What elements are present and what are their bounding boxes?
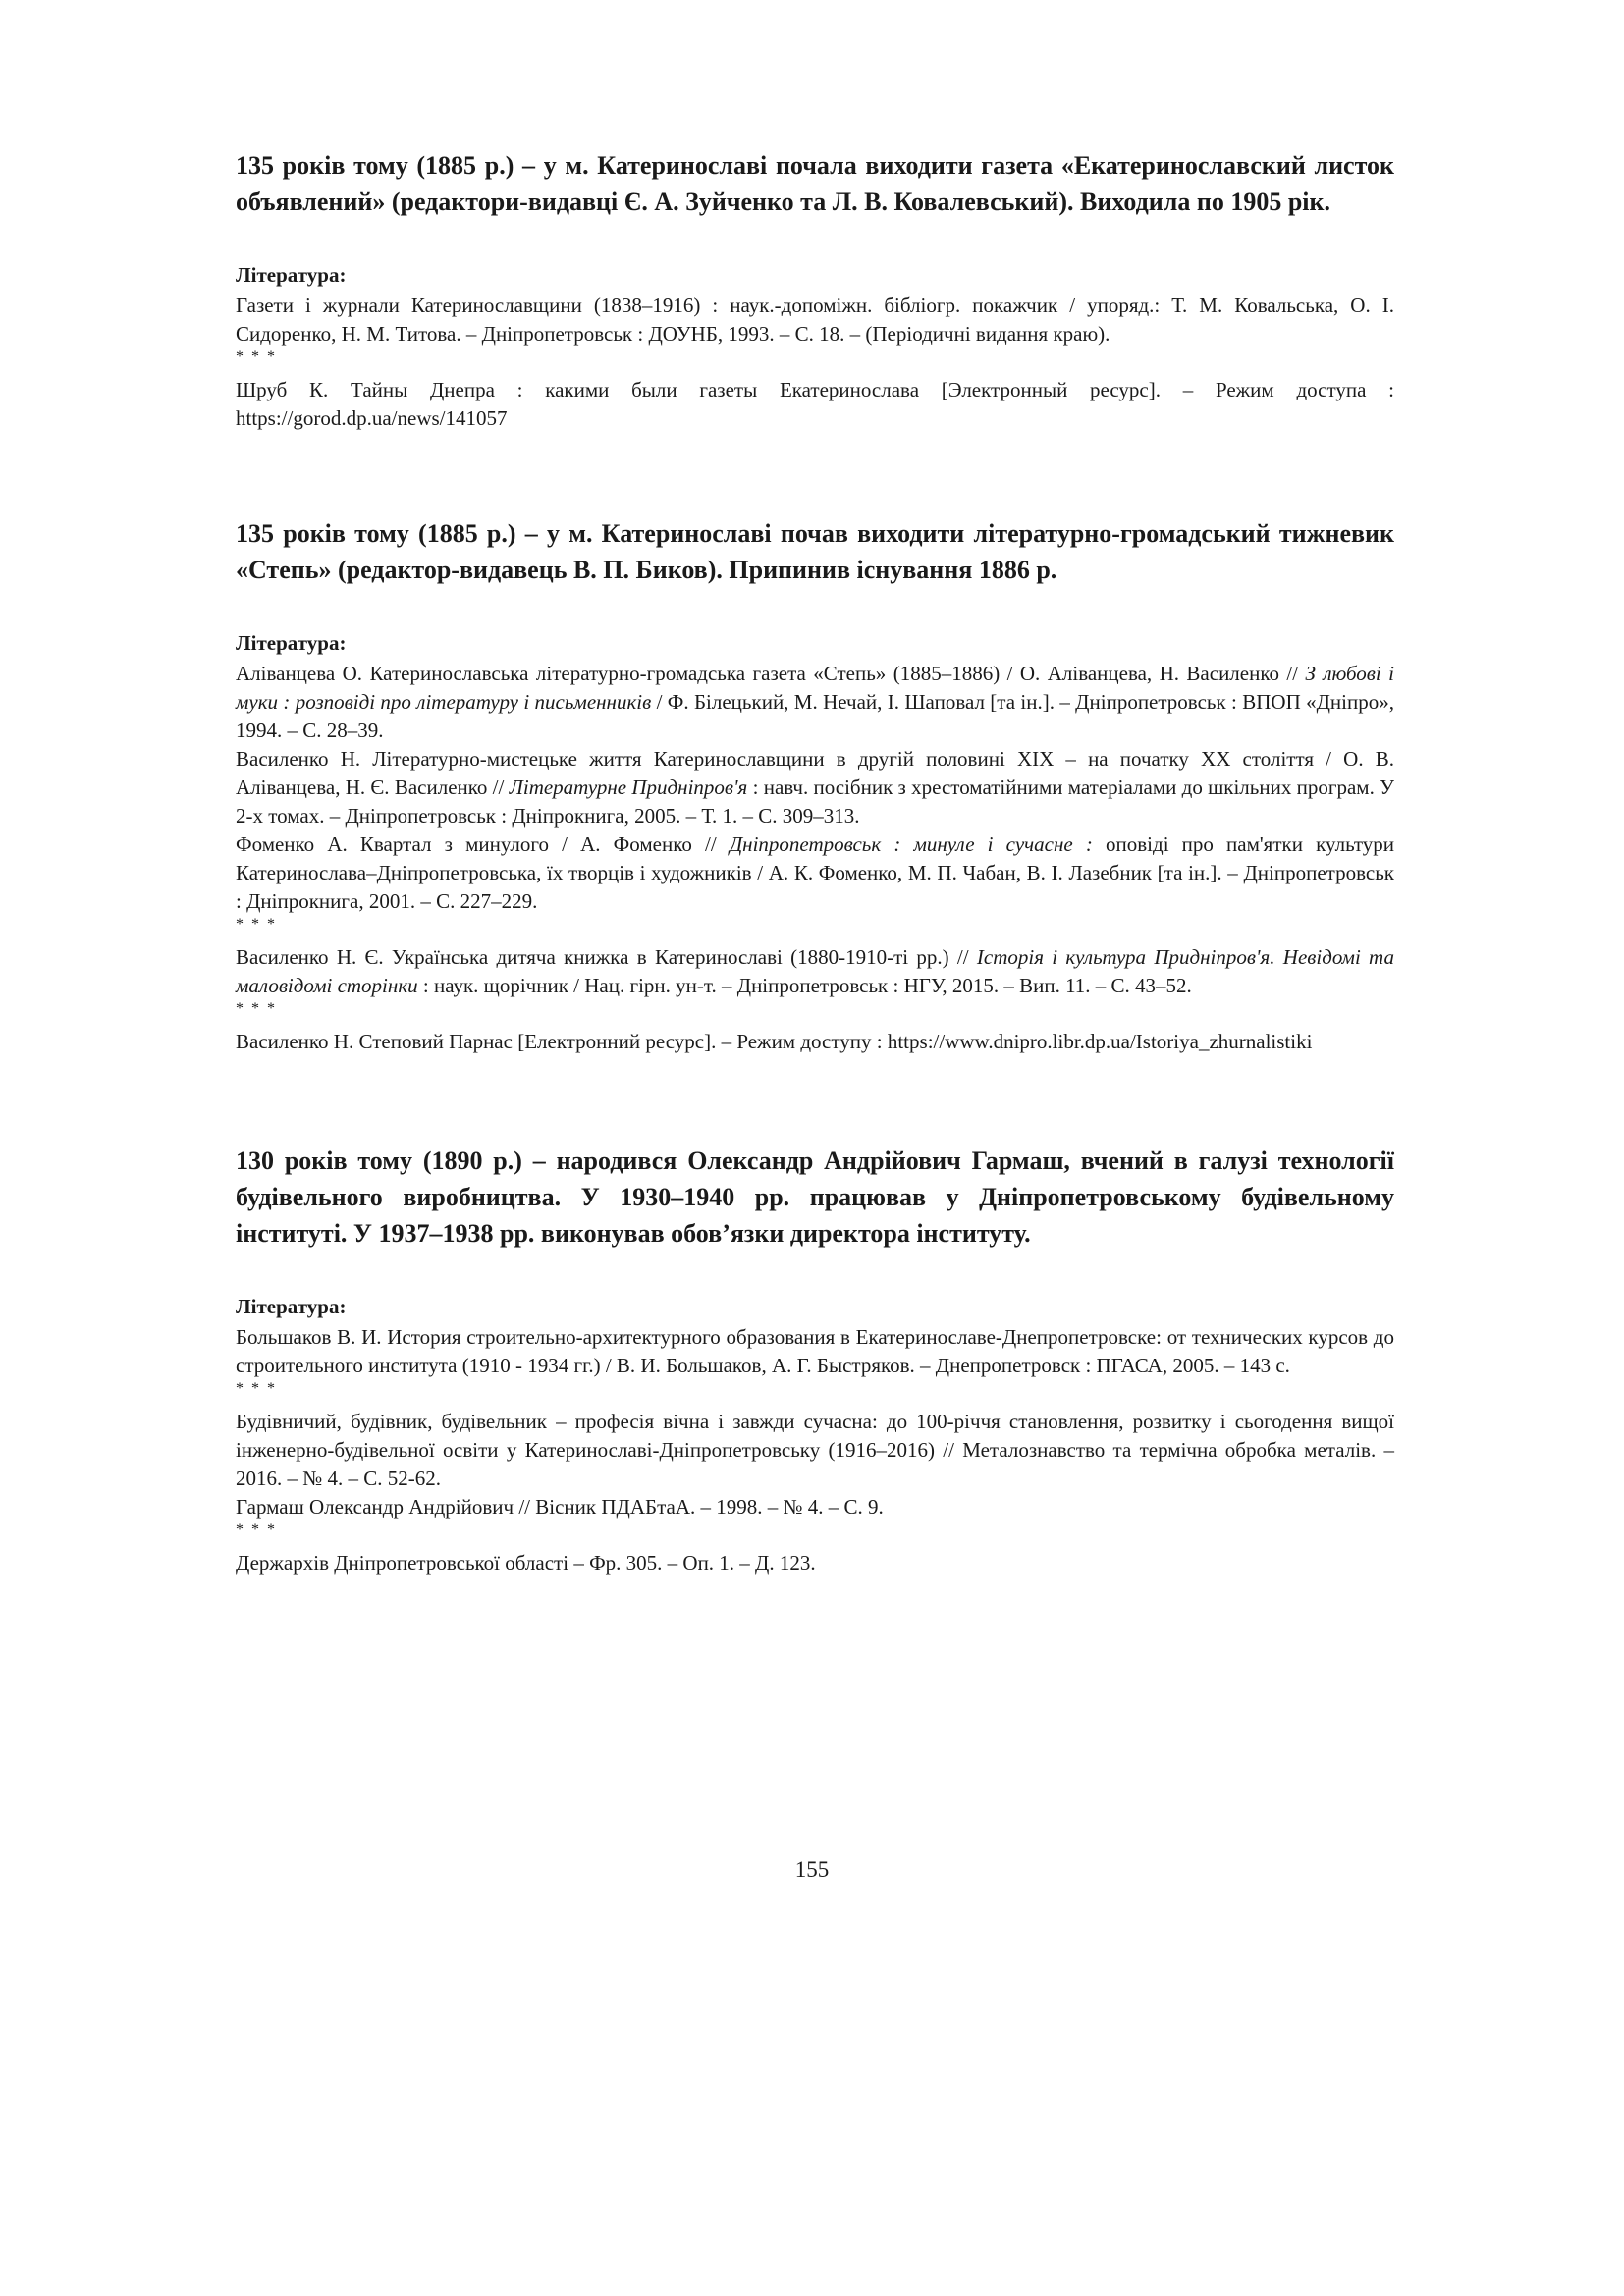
reference-item bbox=[236, 943, 1394, 1000]
reference-item: Гармаш Олександр Андрійович // Вісник ПДАБтаА. – 1998. – № 4. – С. 9. bbox=[236, 1495, 884, 1519]
reference-title-italic: Історія і культура Придніпров'я. Невідомі та маловідомі сторінки bbox=[236, 945, 1394, 997]
reference-title-italic: З любові і муки : розповіді про літературу і письменників bbox=[236, 662, 1394, 714]
entry-1885-step-weekly bbox=[236, 515, 1394, 1056]
page-number: 155 bbox=[794, 1857, 830, 1882]
reference-text: Василенко Н. Є. Українська дитяча книжка в Катеринославі (1880-1910-ті рр.) // bbox=[236, 945, 977, 969]
entry-heading: 135 років тому (1885 р.) – у м. Катеринославі почав виходити літературно-громадський тижневик «Степь» (редактор-видавець В. П. Биков). Припинив існування 1886 р. bbox=[236, 519, 1394, 584]
section-gap bbox=[236, 433, 1394, 515]
reference-item bbox=[236, 660, 1394, 745]
reference-separator: * * * bbox=[236, 916, 277, 933]
reference-separator: * * * bbox=[236, 1380, 277, 1397]
entry-1885-ekaterinoslav-listok bbox=[236, 147, 1394, 433]
reference-item: Шруб К. Тайны Днепра : какими были газеты Екатеринослава [Электронный ресурс]. – Режим доступа : https://gorod.dp.ua/news/141057 bbox=[236, 378, 1394, 430]
literature-label: Література: bbox=[236, 1295, 347, 1318]
page-body bbox=[236, 147, 1394, 1577]
reference-item: Будівничий, будівник, будівельник – професія вічна і завжди сучасна: до 100-річчя становлення, розвитку і сьогодення вищої інженерно-будівельної освіти у Катеринославі-Дніпропетровську (1916–2016) // Металознавство та термічна обробка металів. – 2016. – № 4. – С. 52-62. bbox=[236, 1410, 1394, 1490]
entry-heading: 130 років тому (1890 р.) – народився Олександр Андрійович Гармаш, вчений в галузі технології будівельного виробництва. У 1930–1940 рр. працював у Дніпропетровському будівельному інституті. У 1937–1938 рр. виконував обов’язки директора інституту. bbox=[236, 1147, 1394, 1248]
reference-item: Газети і журнали Катеринославщини (1838–1916) : наук.-допоміжн. бібліогр. покажчик / упоряд.: Т. М. Ковальська, О. І. Сидоренко, Н. М. Титова. – Дніпропетровськ : ДОУНБ, 1993. – С. 18. – (Періодичні видання краю). bbox=[236, 294, 1394, 346]
reference-separator: * * * bbox=[236, 1000, 277, 1017]
reference-text: : наук. щорічник / Нац. гірн. ун-т. – Дніпропетровськ : НГУ, 2015. – Вип. 11. – С. 43–52. bbox=[417, 974, 1192, 997]
reference-separator: * * * bbox=[236, 348, 277, 365]
reference-item: Василенко Н. Степовий Парнас [Електронний ресурс]. – Режим доступу : https://www.dnipro.libr.dp.ua/Istoriya_zhurnalistiki bbox=[236, 1030, 1313, 1053]
literature-label: Література: bbox=[236, 263, 347, 287]
reference-separator: * * * bbox=[236, 1522, 277, 1538]
reference-text: : навч. посібник з хрестоматійними матеріалами до шкільних програм. У 2-х томах. – Дніпропетровськ : Дніпрокнига, 2005. – Т. 1. – С. 309–313. bbox=[236, 775, 1394, 828]
reference-text: оповіді про пам'ятки культури Катеринослава–Дніпропетровська, їх творців і художників / А. К. Фоменко, М. П. Чабан, В. І. Лазебник [та ін.]. – Дніпропетровськ : Дніпрокнига, 2001. – С. 227–229. bbox=[236, 832, 1394, 913]
reference-text: Фоменко А. Квартал з минулого / А. Фоменко // bbox=[236, 832, 730, 856]
reference-title-italic: Дніпропетровськ : минуле і сучасне : bbox=[729, 832, 1093, 856]
reference-item bbox=[236, 830, 1394, 916]
reference-text: / Ф. Білецький, М. Нечай, І. Шаповал [та ін.]. – Дніпропетровськ : ВПОП «Дніпро», 1994. – С. 28–39. bbox=[236, 690, 1394, 742]
literature-label: Література: bbox=[236, 631, 347, 655]
entry-1890-garmash bbox=[236, 1143, 1394, 1577]
section-gap bbox=[236, 1056, 1394, 1143]
reference-item bbox=[236, 745, 1394, 830]
reference-item: Большаков В. И. История строительно-архитектурного образования в Екатеринославе-Днепропетровске: от технических курсов до строительного института (1910 - 1934 гг.) / В. И. Большаков, А. Г. Быстряков. – Днепропетровск : ПГАСА, 2005. – 143 с. bbox=[236, 1325, 1394, 1377]
reference-title-italic: Літературне Придніпров'я bbox=[509, 775, 748, 799]
reference-text: Василенко Н. Літературно-мистецьке життя Катеринославщини в другій половині ХІХ – на початку ХХ століття / О. В. Аліванцева, Н. Є. Василенко // bbox=[236, 747, 1394, 799]
reference-item: Держархів Дніпропетровської області – Фр. 305. – Оп. 1. – Д. 123. bbox=[236, 1551, 816, 1575]
entry-heading: 135 років тому (1885 р.) – у м. Катеринославі почала виходити газета «Екатеринославский листок объявлений» (редактори-видавці Є. А. Зуйченко та Л. В. Ковалевський). Виходила по 1905 рік. bbox=[236, 151, 1394, 216]
reference-text: Аліванцева О. Катеринославська літературно-громадська газета «Степь» (1885–1886) / О. Аліванцева, Н. Василенко // bbox=[236, 662, 1306, 685]
